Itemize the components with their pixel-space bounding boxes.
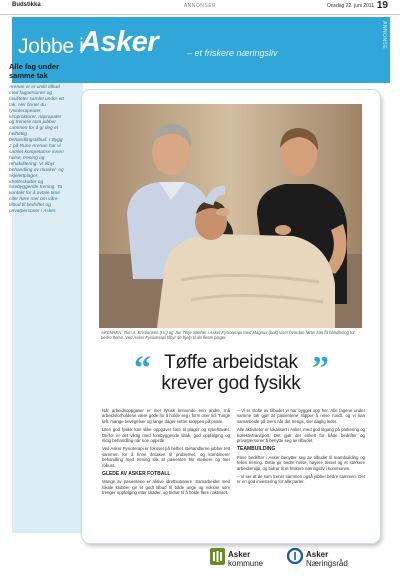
article-column-right [237,408,365,488]
article-photo [99,104,362,328]
paragraph: Ved Asker Fysioterapi er fokuset på helhet. Behandlerne jobber tett sammen for å finne årsaken til problemet, og kombinerer behandling med trening slik at pasienten blir sterkere og mer robust. [102,446,230,468]
logo-text-line: kommune [228,559,264,568]
open-quote-mark: “ [134,350,151,387]
headline-line-2: krever god fysikk [161,373,301,394]
asker-naeringsrad-name [306,550,348,568]
subheading: TEAMBUILDING [237,446,276,453]
photo-caption: ARENAEN: Tom A. Kristiansen (t.v.) og Jon Terje Sæther i Asker Fysioterapi med Magnus (bak) viser hvordan føtter kan få håndtering for bedre helse. Ved Asker Fysioterapi tilbyr de hjelp til de fleste plager. [101,330,355,340]
asker-kommune-logo-icon [210,548,225,565]
close-quote-mark: ” [312,350,329,387]
photo-illustration [99,104,362,328]
logo-text-line: Næringsråd [306,559,348,568]
sidebar-body: Arenan er et unikt tilbud med fagpersoner og fasiliteter samlet under ett tak. Her finner du fysioterapeuter, kiropraktorer, naprapater og trenere som jobber sammen for å gi deg et helhetlig behandlingstilbud. I Bygg 2 på Ruse Arenan har vi samlet kompetanse innen helse, trening og rehabilitering. Vi tilbyr behandling av muskel- og skjelettplager, idrettsskader og forebyggende trening. Ta kontakt for å avtale time eller høre mer om våre tilbud til bedrifter og privatpersoner i Asker. [9,85,64,215]
sidebar-heading: Alle fag under samme tak [9,62,60,80]
logo-text-line: Asker [306,550,329,559]
paragraph: – Vi ser at de som trener sammen også jobber bedre sammen. Det er en god investering for alle parter. [237,474,365,485]
paragraph: Flere bedrifter i Asker benytter seg av tilbudet til teambuilding og felles trening. Dette gir bedre helse, høyere trivsel og et sterkere arbeidsmiljø, og bidrar til et friskere næringsliv i kommunen. [237,454,365,471]
banner-side-label: ANNONSE [381,21,387,50]
subheading: GLEDE AV ASKER FOTBALL [102,471,171,478]
headline-line-1: Tøffe arbeidstak [164,352,298,373]
page-header-strip [0,0,400,15]
paragraph: Mange av pasientene er aktive idrettsutøvere. Samarbeidet med lokale klubber gir et godt tilbud til både unge og voksne som trenger oppfølging etter skader, og bidrar til å holde flere i aktivitet. [102,479,230,496]
asker-kommune-name [228,550,263,568]
article-column-left [102,408,230,499]
paragraph: – Vi er stolte av tilbudet vi har bygget opp her. Alle fagene under samme tak gjør at pasientene slipper å reise rundt, og vi kan samarbeide på tvers når det trengs, sier daglig leder. [237,408,365,424]
paragraph: Uten god fysikk kan slike oppgaver føre til plager og sykefravær. Derfor er det viktig med forebyggende tiltak, god oppfølging og riktig behandling når noe oppstår. [102,427,230,444]
issue-date: Onsdag 22. juni 2011 [326,3,374,9]
page-number: 19 [376,0,388,11]
publication-name: Budstikka [12,2,41,8]
paragraph: Alle aktiviteter er lokalisert i Asker, med god tilgang på parkering og kollektivtransport. Det gjør det enkelt for både bedrifter og privatpersoner å benytte seg av tilbudet. [237,427,365,444]
logo-text-line: Asker [228,550,251,559]
banner-title-lead: Jobbe i [18,35,84,58]
paragraph: Når arbeidsoppgaver er mer fysisk krevende enn andre, må arbeidsforholdene være gode for å holde seg i form over tid. Tunge løft, mange bevegelser og lange dager setter kroppen på prøve. [102,408,230,424]
sponsor-footer [0,536,400,580]
asker-naeringsrad-logo-icon [287,548,303,564]
banner-title-asker: Asker [80,26,159,58]
banner-subtitle: – et friskere næringsliv [187,48,278,58]
section-label: ANNONSER [183,3,217,9]
article-card [82,90,380,543]
